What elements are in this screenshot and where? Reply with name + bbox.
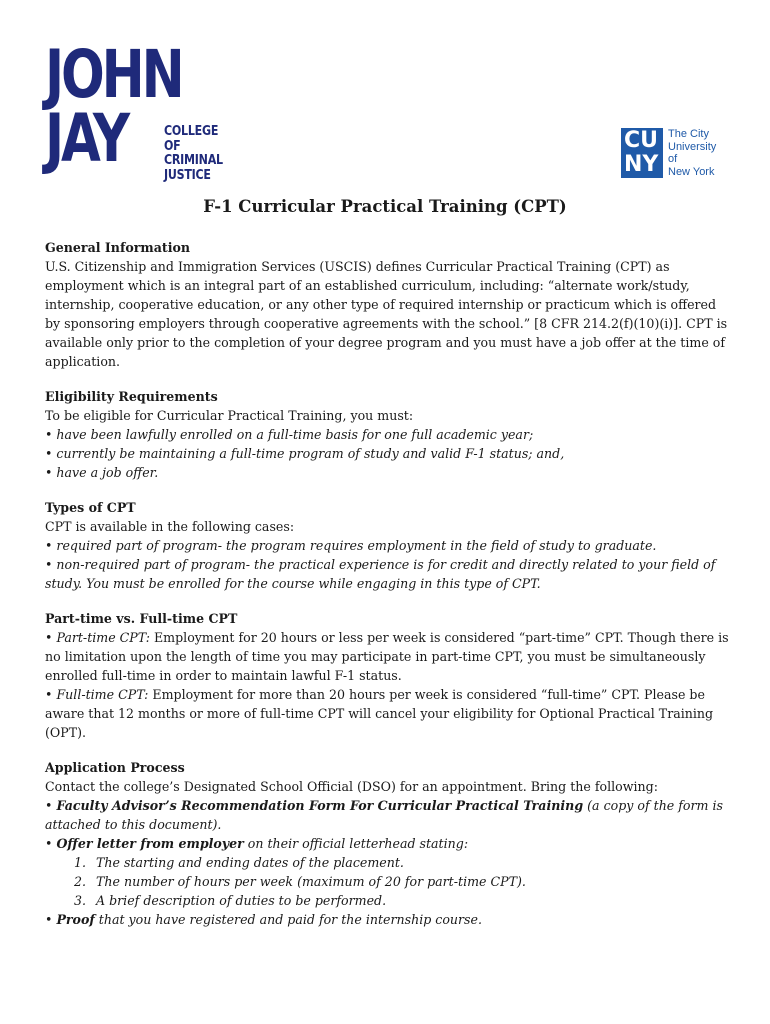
section-intro: Contact the college’s Designated School Official (DSO) for an appointment. Bring the following:: [45, 779, 658, 794]
bullet: •: [45, 836, 57, 851]
section-intro: To be eligible for Curricular Practical Training, you must:: [45, 408, 414, 423]
list-item: • have been lawfully enrolled on a full-time basis for one full academic year;: [45, 427, 534, 442]
list-item: • have a job offer.: [45, 465, 159, 480]
section-general-information: [45, 238, 735, 371]
cuny-letters-top: CU: [624, 128, 659, 153]
item-text: Employment for more than 20 hours per week is considered “full-time” CPT. Please be aware that 12 months or more of full-time CPT will cancel your eligibility for Optional Practical Training (OPT).: [45, 687, 714, 740]
item-bold: Offer letter from employer: [56, 836, 244, 851]
bullet: •: [45, 630, 57, 645]
section-types-of-cpt: [45, 498, 735, 593]
logo-sub-line: COLLEGE: [164, 123, 219, 139]
list-item: [45, 685, 735, 742]
item-label: Part-time CPT:: [56, 630, 150, 645]
list-item: • non-required part of program- the practical experience is for credit and directly related to your field of study. You must be enrolled for the course while engaging in this type of CPT.: [45, 557, 716, 591]
section-heading: General Information: [45, 240, 191, 255]
numbered-item: 2. The number of hours per week (maximum of 20 for part-time CPT).: [90, 872, 735, 891]
bullet: •: [45, 912, 57, 927]
list-item: [45, 796, 735, 834]
cuny-wordmark: [668, 128, 716, 178]
section-heading: Eligibility Requirements: [45, 389, 218, 404]
item-bold: Proof: [56, 912, 95, 927]
document-body: [45, 238, 735, 945]
item-text: Employment for 20 hours or less per week is considered “part-time” CPT. Though there is no limitation upon the length of time you may participate in part-time CPT, you must be simultaneously enrolled full-time in order to maintain lawful F-1 status.: [45, 630, 729, 683]
numbered-item: 1. The starting and ending dates of the placement.: [90, 853, 735, 872]
cuny-text-line: of: [668, 153, 678, 165]
item-text: on their official letterhead stating:: [243, 836, 469, 851]
item-bold: Faculty Advisor’s Recommendation Form For Curricular Practical Training: [56, 798, 584, 813]
section-heading: Types of CPT: [45, 500, 136, 515]
section-heading: Part-time vs. Full-time CPT: [45, 611, 238, 626]
bullet: •: [45, 687, 57, 702]
item-label: Full-time CPT:: [56, 687, 149, 702]
section-eligibility: [45, 387, 735, 482]
numbered-list: [45, 853, 735, 910]
bullet: •: [45, 798, 57, 813]
cuny-letters-bottom: NY: [624, 152, 659, 177]
section-intro: CPT is available in the following cases:: [45, 519, 295, 534]
item-text: (a copy of the form is attached to this document).: [45, 798, 723, 832]
logo-college-name: [164, 124, 223, 182]
section-application-process: [45, 758, 735, 929]
john-jay-logo: [45, 36, 235, 183]
list-item: • currently be maintaining a full-time program of study and valid F-1 status; and,: [45, 446, 565, 461]
logo-john: JOHN: [45, 36, 182, 113]
cuny-mark: [621, 128, 663, 178]
document-title: F-1 Curricular Practical Training (CPT): [203, 197, 567, 216]
logo-jay: JAY: [45, 100, 127, 177]
item-text: that you have registered and paid for the internship course.: [94, 912, 482, 927]
section-part-time-vs-full-time: [45, 609, 735, 742]
section-heading: Application Process: [45, 760, 185, 775]
logo-sub-line: CRIMINAL: [164, 152, 223, 168]
logo-sub-line: JUSTICE: [164, 166, 211, 183]
numbered-item: 3. A brief description of duties to be performed.: [90, 891, 735, 910]
cuny-text-line: New York: [668, 165, 715, 178]
list-item: [45, 834, 735, 853]
list-item: • required part of program- the program requires employment in the field of study to graduate.: [45, 538, 657, 553]
logo-sub-line: OF: [164, 137, 181, 154]
cuny-text-line: University: [668, 140, 717, 153]
section-paragraph: U.S. Citizenship and Immigration Services (USCIS) defines Curricular Practical Training (CPT) as employment which is an integral part of an established curriculum, including: “alternate work/study, internship, cooperative education, or any other type of required internship or practicum which is offered by sponsoring employers through cooperative agreements with the school.” [8 CFR 214.2(f)(10)(i)]. CPT is available only prior to the completion of your degree program and you must have a job offer at the time of application.: [45, 259, 728, 369]
cuny-logo: [621, 128, 741, 180]
cuny-text-line: The City: [668, 128, 709, 140]
list-item: [45, 910, 735, 929]
list-item: [45, 628, 735, 685]
